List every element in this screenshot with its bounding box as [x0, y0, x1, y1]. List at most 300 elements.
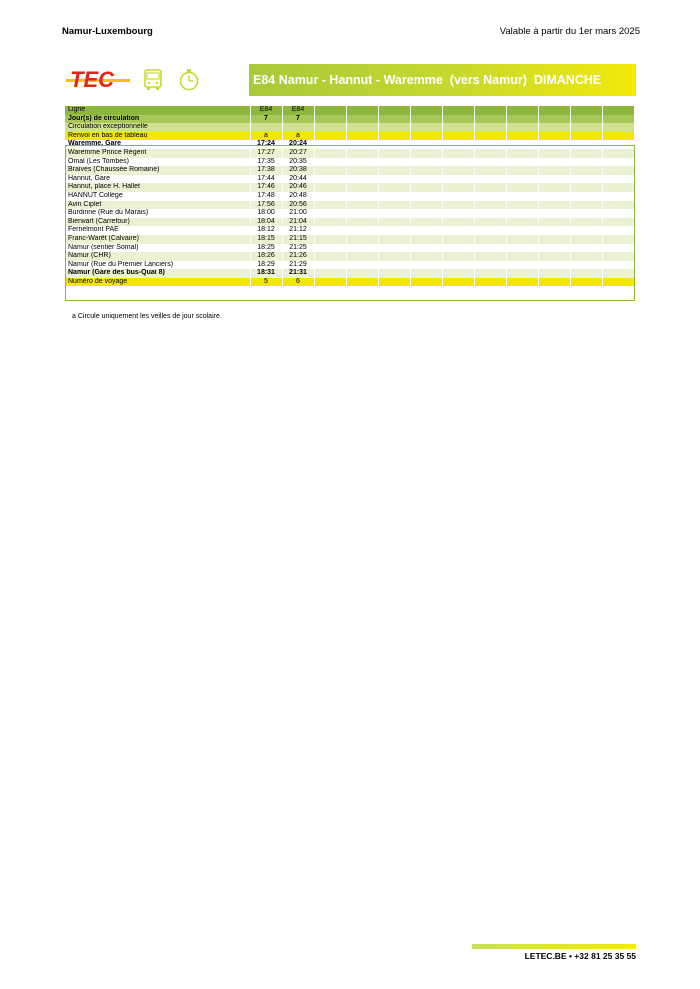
empty-cell	[538, 252, 570, 261]
cell-value: 21:12	[282, 226, 314, 235]
empty-cell	[410, 244, 442, 253]
row-label: HANNUT Collège	[65, 192, 250, 201]
row-label: Braives (Chaussée Romaine)	[65, 166, 250, 175]
empty-cell	[378, 218, 410, 227]
empty-cell	[346, 183, 378, 192]
cell-value	[250, 123, 282, 132]
empty-cell	[538, 106, 570, 115]
row-label: Numéro de voyage	[65, 278, 250, 287]
empty-cell	[346, 209, 378, 218]
empty-cell	[474, 132, 506, 141]
bus-icon	[142, 68, 164, 92]
empty-cell	[346, 192, 378, 201]
empty-cell	[506, 115, 538, 124]
empty-cell	[442, 209, 474, 218]
stop-row	[65, 192, 634, 201]
empty-cell	[346, 175, 378, 184]
row-label: Namur (Rue du Premier Lanciers)	[65, 261, 250, 270]
cell-value: 18:25	[250, 244, 282, 253]
empty-cell	[474, 201, 506, 210]
empty-cell	[314, 252, 346, 261]
stop-row	[65, 261, 634, 270]
empty-cell	[538, 226, 570, 235]
empty-cell	[346, 201, 378, 210]
empty-cell	[474, 183, 506, 192]
stop-row	[65, 175, 634, 184]
empty-cell	[378, 244, 410, 253]
empty-cell	[378, 269, 410, 278]
empty-cell	[506, 278, 538, 287]
stop-row	[65, 166, 634, 175]
empty-cell	[346, 235, 378, 244]
empty-cell	[346, 261, 378, 270]
empty-cell	[410, 166, 442, 175]
empty-cell	[474, 218, 506, 227]
empty-cell	[570, 123, 602, 132]
row-label: Renvoi en bas de tableau	[65, 132, 250, 141]
stop-row	[65, 269, 634, 278]
empty-cell	[602, 269, 634, 278]
empty-cell	[506, 261, 538, 270]
empty-cell	[378, 209, 410, 218]
cell-value: E84	[250, 106, 282, 115]
empty-cell	[314, 201, 346, 210]
row-label: Namur (CHR)	[65, 252, 250, 261]
empty-cell	[442, 115, 474, 124]
cell-value: 18:31	[250, 269, 282, 278]
empty-cell	[570, 149, 602, 158]
empty-cell	[442, 140, 474, 149]
cell-value: 20:24	[282, 140, 314, 149]
cell-value	[282, 123, 314, 132]
row-ligne	[65, 106, 634, 115]
empty-cell	[570, 278, 602, 287]
empty-cell	[602, 252, 634, 261]
empty-cell	[506, 209, 538, 218]
empty-cell	[506, 166, 538, 175]
empty-cell	[474, 269, 506, 278]
cell-value: 21:04	[282, 218, 314, 227]
empty-cell	[378, 166, 410, 175]
stop-row	[65, 149, 634, 158]
empty-cell	[538, 123, 570, 132]
empty-cell	[474, 192, 506, 201]
row-label: Namur (sentier Somal)	[65, 244, 250, 253]
empty-cell	[602, 218, 634, 227]
empty-cell	[378, 149, 410, 158]
empty-cell	[474, 106, 506, 115]
empty-cell	[474, 261, 506, 270]
cell-value: 18:04	[250, 218, 282, 227]
empty-cell	[570, 132, 602, 141]
empty-cell	[474, 140, 506, 149]
empty-cell	[506, 269, 538, 278]
empty-cell	[602, 278, 634, 287]
cell-value: 21:00	[282, 209, 314, 218]
empty-cell	[410, 235, 442, 244]
empty-cell	[570, 175, 602, 184]
row-label: Waremme Prince Régent	[65, 149, 250, 158]
empty-cell	[570, 183, 602, 192]
cell-value: E84	[282, 106, 314, 115]
empty-cell	[506, 244, 538, 253]
row-jours-circulation	[65, 115, 634, 124]
empty-cell	[442, 166, 474, 175]
cell-value: 17:38	[250, 166, 282, 175]
cell-value: 21:15	[282, 235, 314, 244]
cell-value: 7	[282, 115, 314, 124]
empty-cell	[602, 201, 634, 210]
empty-cell	[602, 158, 634, 167]
svg-text:TEC: TEC	[70, 67, 114, 92]
empty-cell	[602, 226, 634, 235]
empty-cell	[314, 149, 346, 158]
empty-cell	[506, 226, 538, 235]
empty-cell	[314, 261, 346, 270]
empty-cell	[442, 235, 474, 244]
empty-cell	[474, 244, 506, 253]
row-label: Circulation exceptionnelle	[65, 123, 250, 132]
cell-value: a	[282, 132, 314, 141]
cell-value: 17:24	[250, 140, 282, 149]
empty-cell	[570, 252, 602, 261]
empty-cell	[442, 106, 474, 115]
cell-value: 17:48	[250, 192, 282, 201]
empty-cell	[314, 123, 346, 132]
row-label: Hannut, Gare	[65, 175, 250, 184]
empty-cell	[346, 115, 378, 124]
cell-value: 20:56	[282, 201, 314, 210]
empty-cell	[410, 175, 442, 184]
cell-value: 17:27	[250, 149, 282, 158]
stop-row	[65, 158, 634, 167]
empty-cell	[474, 158, 506, 167]
row-label: Franc-Warêt (Calvaire)	[65, 235, 250, 244]
empty-cell	[346, 123, 378, 132]
empty-cell	[410, 269, 442, 278]
empty-cell	[538, 192, 570, 201]
empty-cell	[410, 132, 442, 141]
empty-cell	[474, 166, 506, 175]
empty-cell	[602, 209, 634, 218]
empty-cell	[378, 192, 410, 201]
clock-icon	[178, 68, 200, 92]
empty-cell	[314, 244, 346, 253]
empty-cell	[346, 140, 378, 149]
empty-cell	[378, 132, 410, 141]
cell-value: 20:38	[282, 166, 314, 175]
empty-cell	[570, 115, 602, 124]
empty-cell	[410, 106, 442, 115]
empty-cell	[442, 192, 474, 201]
cell-value: 5	[250, 278, 282, 287]
empty-cell	[570, 244, 602, 253]
empty-cell	[410, 278, 442, 287]
stop-row	[65, 235, 634, 244]
empty-cell	[442, 252, 474, 261]
stop-row	[65, 218, 634, 227]
empty-cell	[538, 115, 570, 124]
cell-value: 18:12	[250, 226, 282, 235]
empty-cell	[602, 140, 634, 149]
empty-cell	[538, 218, 570, 227]
row-label: Fernelmont PAE	[65, 226, 250, 235]
empty-cell	[442, 149, 474, 158]
row-label: Jour(s) de circulation	[65, 115, 250, 124]
empty-cell	[410, 226, 442, 235]
cell-value: 18:29	[250, 261, 282, 270]
empty-cell	[346, 132, 378, 141]
empty-cell	[346, 106, 378, 115]
empty-cell	[506, 175, 538, 184]
empty-cell	[346, 252, 378, 261]
empty-cell	[442, 278, 474, 287]
empty-cell	[410, 140, 442, 149]
empty-cell	[346, 226, 378, 235]
empty-cell	[442, 158, 474, 167]
empty-cell	[378, 140, 410, 149]
empty-cell	[346, 158, 378, 167]
empty-cell	[410, 123, 442, 132]
empty-cell	[442, 183, 474, 192]
empty-cell	[570, 158, 602, 167]
empty-cell	[346, 149, 378, 158]
empty-cell	[506, 252, 538, 261]
cell-value: 18:15	[250, 235, 282, 244]
empty-cell	[442, 132, 474, 141]
cell-value: 17:35	[250, 158, 282, 167]
empty-cell	[346, 269, 378, 278]
empty-cell	[378, 106, 410, 115]
empty-cell	[506, 235, 538, 244]
stop-row	[65, 252, 634, 261]
empty-cell	[506, 183, 538, 192]
empty-cell	[538, 201, 570, 210]
empty-cell	[602, 183, 634, 192]
empty-cell	[378, 235, 410, 244]
row-label: Avin Ciplet	[65, 201, 250, 210]
empty-cell	[602, 106, 634, 115]
cell-value: 21:31	[282, 269, 314, 278]
cell-value: 6	[282, 278, 314, 287]
empty-cell	[506, 158, 538, 167]
empty-cell	[442, 261, 474, 270]
empty-cell	[602, 123, 634, 132]
empty-cell	[314, 175, 346, 184]
empty-cell	[570, 235, 602, 244]
empty-cell	[506, 106, 538, 115]
empty-cell	[538, 140, 570, 149]
empty-cell	[538, 235, 570, 244]
empty-cell	[442, 201, 474, 210]
empty-cell	[602, 175, 634, 184]
empty-cell	[602, 149, 634, 158]
row-label: Ligne	[65, 106, 250, 115]
empty-cell	[314, 278, 346, 287]
empty-cell	[474, 123, 506, 132]
empty-cell	[314, 158, 346, 167]
empty-cell	[314, 106, 346, 115]
empty-cell	[602, 244, 634, 253]
row-label: Bierwart (Carrefour)	[65, 218, 250, 227]
empty-cell	[538, 158, 570, 167]
empty-cell	[410, 158, 442, 167]
footer-accent-bar	[472, 944, 636, 949]
cell-value: 17:46	[250, 183, 282, 192]
empty-cell	[314, 209, 346, 218]
empty-cell	[378, 226, 410, 235]
empty-cell	[378, 201, 410, 210]
empty-cell	[506, 218, 538, 227]
row-label: Namur (Gare des bus-Quai 8)	[65, 269, 250, 278]
stop-row	[65, 183, 634, 192]
empty-cell	[314, 140, 346, 149]
empty-cell	[602, 235, 634, 244]
empty-cell	[570, 192, 602, 201]
empty-cell	[570, 226, 602, 235]
empty-cell	[442, 123, 474, 132]
empty-cell	[538, 244, 570, 253]
row-label: Waremme, Gare	[65, 140, 250, 149]
cell-value: 20:27	[282, 149, 314, 158]
empty-cell	[506, 192, 538, 201]
empty-cell	[314, 115, 346, 124]
cell-value: 21:25	[282, 244, 314, 253]
stop-row	[65, 201, 634, 210]
empty-cell	[570, 166, 602, 175]
empty-cell	[474, 175, 506, 184]
cell-value: 17:56	[250, 201, 282, 210]
empty-cell	[346, 166, 378, 175]
cell-value: 18:00	[250, 209, 282, 218]
empty-cell	[474, 278, 506, 287]
empty-cell	[378, 261, 410, 270]
empty-cell	[410, 149, 442, 158]
empty-cell	[410, 201, 442, 210]
route-banner: E84 Namur - Hannut - Waremme (vers Namur) DIMANCHE	[249, 64, 636, 96]
empty-cell	[538, 132, 570, 141]
empty-cell	[538, 149, 570, 158]
empty-cell	[570, 261, 602, 270]
empty-cell	[538, 166, 570, 175]
cell-value: 18:26	[250, 252, 282, 261]
empty-cell	[506, 201, 538, 210]
empty-cell	[602, 192, 634, 201]
empty-cell	[474, 252, 506, 261]
empty-cell	[442, 175, 474, 184]
empty-cell	[378, 252, 410, 261]
row-numero-voyage	[65, 278, 634, 287]
cell-value: 21:26	[282, 252, 314, 261]
empty-cell	[538, 175, 570, 184]
cell-value: 7	[250, 115, 282, 124]
cell-value: 21:29	[282, 261, 314, 270]
empty-cell	[570, 106, 602, 115]
empty-cell	[602, 115, 634, 124]
tec-logo	[66, 66, 130, 94]
empty-cell	[474, 149, 506, 158]
cell-value: 20:46	[282, 183, 314, 192]
cell-value: 17:44	[250, 175, 282, 184]
empty-cell	[346, 278, 378, 287]
empty-cell	[442, 244, 474, 253]
empty-cell	[410, 261, 442, 270]
empty-cell	[410, 183, 442, 192]
empty-cell	[378, 278, 410, 287]
row-label: Burdinne (Rue du Marais)	[65, 209, 250, 218]
empty-cell	[314, 183, 346, 192]
empty-cell	[538, 183, 570, 192]
empty-cell	[314, 235, 346, 244]
empty-cell	[602, 132, 634, 141]
empty-cell	[570, 140, 602, 149]
empty-cell	[314, 166, 346, 175]
empty-cell	[474, 209, 506, 218]
empty-cell	[410, 192, 442, 201]
empty-cell	[378, 183, 410, 192]
empty-cell	[602, 166, 634, 175]
row-label: Omal (Les Tombes)	[65, 158, 250, 167]
footer-contact: LETEC.BE • +32 81 25 35 55	[524, 951, 636, 961]
validity-date: Valable à partir du 1er mars 2025	[499, 26, 640, 37]
stop-row	[65, 140, 634, 149]
row-circulation-exceptionnelle	[65, 123, 634, 132]
empty-cell	[506, 149, 538, 158]
empty-cell	[538, 278, 570, 287]
empty-cell	[410, 115, 442, 124]
region-label: Namur-Luxembourg	[62, 26, 153, 37]
stop-row	[65, 244, 634, 253]
stop-row	[65, 209, 634, 218]
empty-cell	[506, 140, 538, 149]
row-label: Hannut, place H. Hallet	[65, 183, 250, 192]
empty-cell	[506, 132, 538, 141]
empty-cell	[442, 218, 474, 227]
empty-cell	[474, 115, 506, 124]
empty-cell	[378, 175, 410, 184]
empty-cell	[474, 235, 506, 244]
empty-cell	[346, 218, 378, 227]
timetable	[65, 106, 635, 286]
empty-cell	[442, 226, 474, 235]
empty-cell	[506, 123, 538, 132]
empty-cell	[602, 261, 634, 270]
empty-cell	[378, 158, 410, 167]
empty-cell	[442, 269, 474, 278]
empty-cell	[538, 209, 570, 218]
empty-cell	[314, 269, 346, 278]
empty-cell	[314, 218, 346, 227]
empty-cell	[410, 209, 442, 218]
empty-cell	[410, 218, 442, 227]
empty-cell	[570, 218, 602, 227]
empty-cell	[474, 226, 506, 235]
empty-cell	[314, 132, 346, 141]
row-renvoi	[65, 132, 634, 141]
empty-cell	[410, 252, 442, 261]
footnote: a Circule uniquement les veilles de jour scolaire.	[72, 313, 222, 320]
empty-cell	[538, 261, 570, 270]
empty-cell	[378, 123, 410, 132]
empty-cell	[570, 209, 602, 218]
cell-value: a	[250, 132, 282, 141]
empty-cell	[538, 269, 570, 278]
empty-cell	[570, 269, 602, 278]
cell-value: 20:35	[282, 158, 314, 167]
cell-value: 20:44	[282, 175, 314, 184]
empty-cell	[346, 244, 378, 253]
empty-cell	[570, 201, 602, 210]
